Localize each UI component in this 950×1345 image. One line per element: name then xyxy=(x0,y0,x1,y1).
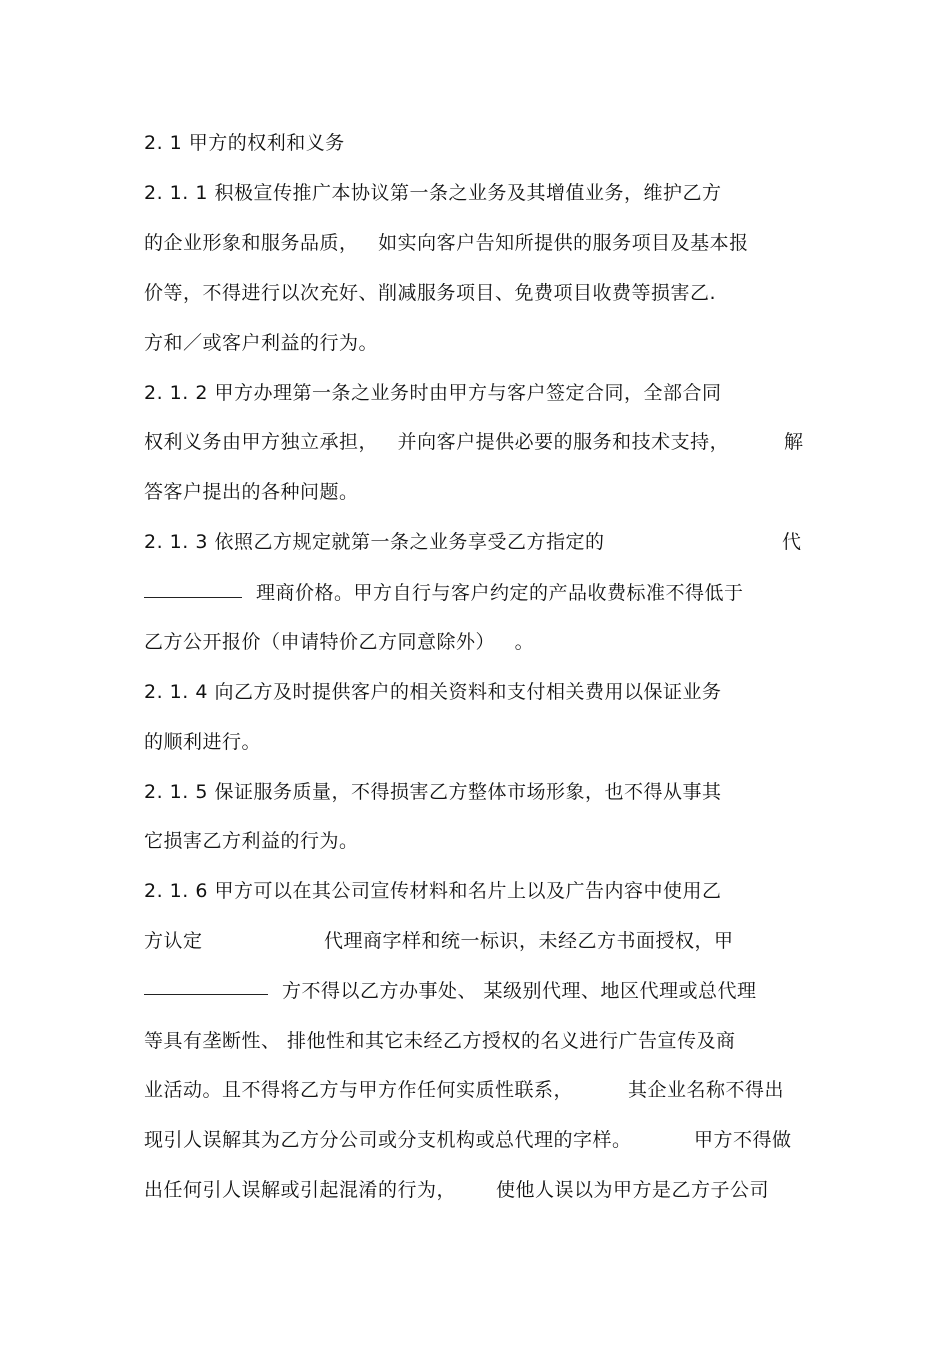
clause-2-1-1-line-4: 方和／或客户利益的行为。 xyxy=(144,332,379,354)
blank-underline xyxy=(144,597,242,598)
clause-2-1-6-line-1: 2. 1. 6 甲方可以在其公司宣传材料和名片上以及广告内容中使用乙 xyxy=(144,880,722,902)
clause-2-1-6-line-2-rest: 代理商字样和统一标识，未经乙方书面授权，甲 xyxy=(324,930,734,952)
clause-2-1-1-line-1: 2. 1. 1 积极宣传推广本协议第一条之业务及其增值业务，维护乙方 xyxy=(144,182,722,204)
blank-underline xyxy=(144,994,268,995)
clause-2-1-3-line-2: 理商价格。甲方自行与客户约定的产品收费标准不得低于 xyxy=(256,582,744,604)
clause-2-1-6-line-5-start: 业活动。且不得将乙方与甲方作任何实质性联系， xyxy=(144,1079,574,1101)
clause-2-1-4-line-2: 的顺利进行。 xyxy=(144,731,262,753)
clause-2-1-3-line-1-end: 代 xyxy=(782,531,802,553)
clause-2-1-6-line-3: 方不得以乙方办事处、 某级别代理、地区代理或总代理 xyxy=(282,980,757,1002)
clause-2-1-2-line-2-end: 解 xyxy=(784,431,804,453)
clause-2-1-5-line-2: 它损害乙方利益的行为。 xyxy=(144,830,359,852)
clause-2-1-1-line-2: 的企业形象和服务品质， 如实向客户告知所提供的服务项目及基本报 xyxy=(144,232,749,254)
clause-2-1-2-line-3: 答客户提出的各种问题。 xyxy=(144,481,359,503)
clause-2-1-6-line-7-start: 出任何引人误解或引起混淆的行为， xyxy=(144,1179,457,1201)
clause-2-1-6-line-2-start: 方认定 xyxy=(144,930,203,952)
clause-2-1-6-line-4: 等具有垄断性、 排他性和其它未经乙方授权的名义进行广告宣传及商 xyxy=(144,1030,736,1052)
clause-2-1-6-line-6-start: 现引人误解其为乙方分公司或分支机构或总代理的字样。 xyxy=(144,1129,632,1151)
clause-2-1-1-line-3: 价等，不得进行以次充好、削减服务项目、免费项目收费等损害乙. xyxy=(144,282,717,304)
clause-2-1-2-line-2: 权利义务由甲方独立承担， 并向客户提供必要的服务和技术支持， xyxy=(144,431,730,453)
clause-2-1-3-line-1: 2. 1. 3 依照乙方规定就第一条之业务享受乙方指定的 xyxy=(144,531,605,553)
clause-2-1-6-line-6-end: 甲方不得做 xyxy=(694,1129,792,1151)
section-heading: 2. 1 甲方的权利和义务 xyxy=(144,132,345,154)
clause-2-1-6-line-7-end: 使他人误以为甲方是乙方子公司 xyxy=(496,1179,770,1201)
clause-2-1-6-line-5-end: 其企业名称不得出 xyxy=(628,1079,785,1101)
clause-2-1-2-line-1: 2. 1. 2 甲方办理第一条之业务时由甲方与客户签定合同，全部合同 xyxy=(144,382,722,404)
clause-2-1-3-line-3: 乙方公开报价（申请特价乙方同意除外） 。 xyxy=(144,631,535,653)
clause-2-1-5-line-1: 2. 1. 5 保证服务质量，不得损害乙方整体市场形象，也不得从事其 xyxy=(144,781,722,803)
clause-2-1-4-line-1: 2. 1. 4 向乙方及时提供客户的相关资料和支付相关费用以保证业务 xyxy=(144,681,722,703)
